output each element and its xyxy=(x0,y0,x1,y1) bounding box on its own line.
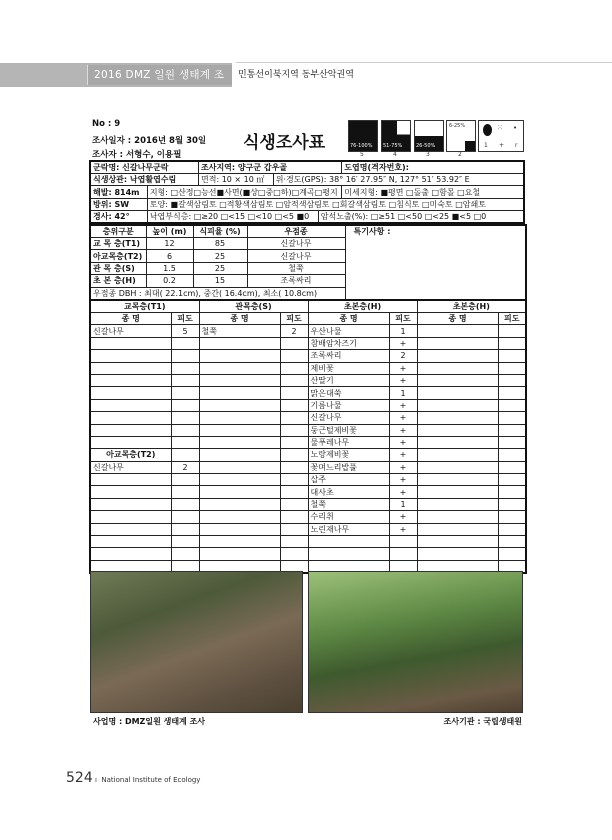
species-name-header: 종 명 xyxy=(90,313,171,325)
species-cover xyxy=(498,387,526,399)
species-cover xyxy=(171,511,199,523)
cover-header: 피도 xyxy=(498,313,526,325)
species-name xyxy=(90,486,171,498)
species-name xyxy=(199,424,280,436)
species-name xyxy=(90,387,171,399)
species-name: 우산나물 xyxy=(308,325,389,337)
species-name xyxy=(417,325,498,337)
section-title: 민통선이북지역 동부산악권역 xyxy=(238,70,354,80)
institute-label: National Institute of Ecology xyxy=(101,776,201,784)
species-cover xyxy=(280,511,308,523)
species-name: 기름나물 xyxy=(308,399,389,411)
species-name xyxy=(199,399,280,411)
layer-dominant: 조록싸리 xyxy=(247,275,345,287)
species-name: 삽주 xyxy=(308,474,389,486)
species-name xyxy=(199,350,280,362)
aspect: 방위: SW xyxy=(90,198,147,210)
dominant-dbh: 우점종 DBH : 최대( 22.1cm), 중간( 16.4cm), 최소( 10.8cm) xyxy=(90,287,345,300)
legend-label: 76-100% xyxy=(350,143,373,149)
species-name: 신갈나무 xyxy=(90,461,171,473)
layer-height: 0.2 xyxy=(146,275,193,287)
species-cover xyxy=(498,362,526,374)
species-name xyxy=(199,548,280,560)
soil: 토양: ■갈색삼림토 □적황색삼림토 □암적색삼림토 □회갈색삼림토 □침식토 □미숙토 □암쇄토 xyxy=(147,198,524,210)
species-cover xyxy=(498,374,526,386)
species-cover xyxy=(280,362,308,374)
species-cover: + xyxy=(389,412,417,424)
species-table xyxy=(89,299,527,574)
species-row xyxy=(90,337,526,349)
species-name xyxy=(199,436,280,448)
species-name-header: 종 명 xyxy=(308,313,389,325)
species-cover: + xyxy=(389,424,417,436)
species-row xyxy=(90,486,526,498)
legend-label: 1 xyxy=(484,142,488,149)
species-cover: + xyxy=(389,461,417,473)
species-name xyxy=(417,350,498,362)
species-cover xyxy=(171,374,199,386)
legend-code: 3 xyxy=(426,151,430,158)
species-name xyxy=(199,374,280,386)
species-name xyxy=(90,399,171,411)
species-cover xyxy=(389,548,417,560)
species-cover: 2 xyxy=(171,461,199,473)
species-name xyxy=(199,523,280,535)
species-name xyxy=(417,536,498,548)
species-cover: 1 xyxy=(389,325,417,337)
species-cover xyxy=(171,350,199,362)
species-cover: 2 xyxy=(389,350,417,362)
site-photo-2 xyxy=(308,571,523,713)
species-name: 노린재나무 xyxy=(308,523,389,535)
species-row xyxy=(90,362,526,374)
species-cover xyxy=(280,350,308,362)
species-cover xyxy=(280,536,308,548)
species-name xyxy=(199,498,280,510)
species-name: 신갈나무 xyxy=(90,325,171,337)
species-name xyxy=(417,412,498,424)
species-cover xyxy=(171,399,199,411)
species-cover xyxy=(171,536,199,548)
cover-header: 피도 xyxy=(280,313,308,325)
species-name: 철쭉 xyxy=(199,325,280,337)
legend-label: + xyxy=(499,142,505,149)
species-cover xyxy=(498,498,526,510)
species-name xyxy=(417,399,498,411)
species-row xyxy=(90,399,526,411)
species-name xyxy=(417,474,498,486)
species-cover xyxy=(498,424,526,436)
legend-code: 2 xyxy=(458,151,462,158)
species-cover: 5 xyxy=(171,325,199,337)
species-name: 산딸기 xyxy=(308,374,389,386)
layer-cover: 85 xyxy=(193,238,247,250)
legend-label: 6-25% xyxy=(449,123,466,129)
layer-dominant: 신갈나무 xyxy=(247,250,345,262)
layer-name: 관 목 층(S) xyxy=(90,262,146,274)
layer-header: 우점종 xyxy=(247,225,345,238)
species-name xyxy=(199,474,280,486)
species-row xyxy=(90,474,526,486)
species-name: 맑은대쑥 xyxy=(308,387,389,399)
species-name-header: 종 명 xyxy=(199,313,280,325)
species-name-header: 종 명 xyxy=(417,313,498,325)
site: 조사지역: 양구군 갑우골 xyxy=(199,161,342,174)
species-cover xyxy=(498,548,526,560)
species-name xyxy=(90,412,171,424)
species-name xyxy=(417,362,498,374)
layer-name: 교 목 층(T1) xyxy=(90,238,146,250)
species-cover: 1 xyxy=(389,498,417,510)
species-cover xyxy=(498,449,526,461)
species-name xyxy=(199,362,280,374)
species-name xyxy=(417,548,498,560)
species-name xyxy=(417,424,498,436)
species-cover xyxy=(280,412,308,424)
mapsheet: 도엽명(격자번호): xyxy=(342,161,524,174)
layer-header: 식피율 (%) xyxy=(193,225,247,238)
remarks: 특기사항 : xyxy=(345,225,526,300)
species-name xyxy=(90,337,171,349)
layer-header: 높이 (m) xyxy=(146,225,193,238)
species-name: 철쭉 xyxy=(308,498,389,510)
species-cover xyxy=(280,399,308,411)
species-row xyxy=(90,449,526,461)
species-row xyxy=(90,511,526,523)
species-row xyxy=(90,374,526,386)
species-cover xyxy=(171,523,199,535)
species-name: 노랑제비꽃 xyxy=(308,449,389,461)
species-row xyxy=(90,436,526,448)
species-name: 조록싸리 xyxy=(308,350,389,362)
legend-label: r xyxy=(515,142,518,149)
species-name: 제비꽃 xyxy=(308,362,389,374)
species-name xyxy=(90,436,171,448)
legend-label: 26-50% xyxy=(416,143,436,149)
layer-dominant: 철쭉 xyxy=(247,262,345,274)
species-name: 수리취 xyxy=(308,511,389,523)
layer-cover: 25 xyxy=(193,250,247,262)
species-cover xyxy=(498,412,526,424)
species-row xyxy=(90,350,526,362)
layer-dominant: 신갈나무 xyxy=(247,238,345,250)
species-name xyxy=(90,511,171,523)
species-row xyxy=(90,461,526,473)
layer-name: 초 본 층(H) xyxy=(90,275,146,287)
species-name xyxy=(417,486,498,498)
cover-header: 피도 xyxy=(389,313,417,325)
form-title: 식생조사표 xyxy=(243,133,326,153)
site-info-table xyxy=(89,160,525,224)
species-cover xyxy=(171,449,199,461)
species-cover xyxy=(280,498,308,510)
species-name xyxy=(90,536,171,548)
species-cover xyxy=(498,337,526,349)
layer-table xyxy=(89,224,527,301)
species-cover: 1 xyxy=(389,387,417,399)
project-name: 사업명 : DMZ일원 생태계 조사 xyxy=(93,717,206,726)
species-cover xyxy=(498,523,526,535)
species-cover xyxy=(280,548,308,560)
header-rule xyxy=(236,62,612,63)
litter: 낙엽부식층: □≥20 □<15 □<10 □<5 ■0 xyxy=(147,211,318,224)
microterrain: 미세지형: ■평면 □돌출 □함몰 □요철 xyxy=(342,186,524,198)
species-cover xyxy=(280,387,308,399)
species-name xyxy=(90,374,171,386)
species-cover: + xyxy=(389,374,417,386)
species-name xyxy=(417,374,498,386)
species-row xyxy=(90,424,526,436)
species-name xyxy=(90,548,171,560)
species-cover xyxy=(171,412,199,424)
species-cover xyxy=(498,536,526,548)
species-cover xyxy=(498,511,526,523)
physiognomy: 식생상관: 낙엽활엽수림 xyxy=(90,174,199,186)
layer-cover: 25 xyxy=(193,262,247,274)
species-name: 신갈나무 xyxy=(308,412,389,424)
page-number: 524 xyxy=(66,770,93,786)
surveyors: 조사자 : 서형수, 이용필 xyxy=(92,150,182,160)
report-title: 2016 DMZ 일원 생태계 조사 xyxy=(87,65,232,85)
species-name xyxy=(90,362,171,374)
species-name xyxy=(90,498,171,510)
layer-height: 12 xyxy=(146,238,193,250)
site-photo-1 xyxy=(90,571,303,713)
species-name xyxy=(199,387,280,399)
species-row xyxy=(90,325,526,337)
species-name xyxy=(90,350,171,362)
legend-code: 5 xyxy=(360,151,364,158)
layer-header: 층위구분 xyxy=(90,225,146,238)
species-cover xyxy=(171,498,199,510)
species-cover xyxy=(280,337,308,349)
species-name: 꽃며느리밥풀 xyxy=(308,461,389,473)
species-cover xyxy=(280,474,308,486)
species-cover xyxy=(171,424,199,436)
species-name xyxy=(199,536,280,548)
layer-height: 1.5 xyxy=(146,262,193,274)
species-name xyxy=(199,449,280,461)
species-cover xyxy=(171,474,199,486)
species-cover xyxy=(280,424,308,436)
species-cover xyxy=(498,325,526,337)
species-name xyxy=(308,548,389,560)
cover-header: 피도 xyxy=(171,313,199,325)
species-row xyxy=(90,412,526,424)
species-name xyxy=(90,523,171,535)
species-row xyxy=(90,548,526,560)
species-name xyxy=(417,498,498,510)
species-row xyxy=(90,498,526,510)
species-cover xyxy=(280,436,308,448)
species-cover: + xyxy=(389,523,417,535)
layer-name: 아교목층(T2) xyxy=(90,250,146,262)
species-cover xyxy=(389,536,417,548)
layer-cover: 15 xyxy=(193,275,247,287)
species-cover: + xyxy=(389,337,417,349)
species-cover: + xyxy=(389,449,417,461)
species-cover: + xyxy=(389,511,417,523)
group-header: 관목층(S) xyxy=(199,300,308,313)
species-name: 참배암차즈기 xyxy=(308,337,389,349)
gps: 위·경도(GPS): 38° 16′ 27.95″ N, 127° 51′ 53.92″ E xyxy=(273,174,524,186)
legend-code: 4 xyxy=(393,151,397,158)
species-cover xyxy=(498,399,526,411)
species-cover xyxy=(171,387,199,399)
species-name xyxy=(199,486,280,498)
species-name xyxy=(199,461,280,473)
species-cover xyxy=(498,436,526,448)
group-header: 교목층(T1) xyxy=(90,300,199,313)
species-name xyxy=(417,461,498,473)
survey-agency: 조사기관 : 국립생태원 xyxy=(443,717,522,726)
species-name xyxy=(199,337,280,349)
species-cover: + xyxy=(389,362,417,374)
species-name xyxy=(90,474,171,486)
species-name: 대사초 xyxy=(308,486,389,498)
species-cover xyxy=(280,449,308,461)
species-name xyxy=(417,337,498,349)
altitude: 해발: 814m xyxy=(90,186,147,198)
species-cover xyxy=(171,486,199,498)
group-header: 초본층(H) xyxy=(308,300,417,313)
species-cover xyxy=(171,337,199,349)
group-header: 초본층(H) xyxy=(417,300,526,313)
species-name xyxy=(417,449,498,461)
species-row xyxy=(90,387,526,399)
species-name xyxy=(417,436,498,448)
species-cover xyxy=(498,461,526,473)
slope: 경사: 42° xyxy=(90,211,147,224)
rock: 암석노출(%): □≥51 □<50 □<25 ■<5 □0 xyxy=(318,211,524,224)
species-row xyxy=(90,536,526,548)
plot-number: No : 9 xyxy=(92,119,121,129)
species-cover: + xyxy=(389,436,417,448)
species-cover: + xyxy=(389,474,417,486)
species-cover xyxy=(171,362,199,374)
species-name xyxy=(199,412,280,424)
species-cover xyxy=(498,350,526,362)
species-cover xyxy=(280,486,308,498)
species-name xyxy=(308,536,389,548)
species-name xyxy=(417,511,498,523)
species-row xyxy=(90,523,526,535)
species-cover xyxy=(280,374,308,386)
species-name xyxy=(90,424,171,436)
institute-name: ı National Institute of Ecology xyxy=(95,776,201,784)
species-cover xyxy=(498,474,526,486)
legend-label: 51-75% xyxy=(383,143,403,149)
area: 면적: 10 × 10 ㎡ xyxy=(199,174,274,186)
species-cover: + xyxy=(389,486,417,498)
species-cover xyxy=(171,436,199,448)
species-name xyxy=(199,511,280,523)
species-cover xyxy=(498,486,526,498)
species-cover xyxy=(280,523,308,535)
species-cover: + xyxy=(389,399,417,411)
community: 군락명: 신갈나무군락 xyxy=(90,161,199,174)
species-name: 아교목층(T2) xyxy=(90,449,171,461)
species-cover: 2 xyxy=(280,325,308,337)
species-name xyxy=(417,523,498,535)
species-name: 둥근털제비꽃 xyxy=(308,424,389,436)
survey-date: 조사일자 : 2016년 8월 30일 xyxy=(92,136,207,146)
species-cover xyxy=(280,461,308,473)
species-name: 물푸레나무 xyxy=(308,436,389,448)
layer-height: 6 xyxy=(146,250,193,262)
species-name xyxy=(417,387,498,399)
species-cover xyxy=(171,548,199,560)
terrain: 지형: □산정□능선■사면(■상□중□하)□계곡□평지 xyxy=(147,186,341,198)
